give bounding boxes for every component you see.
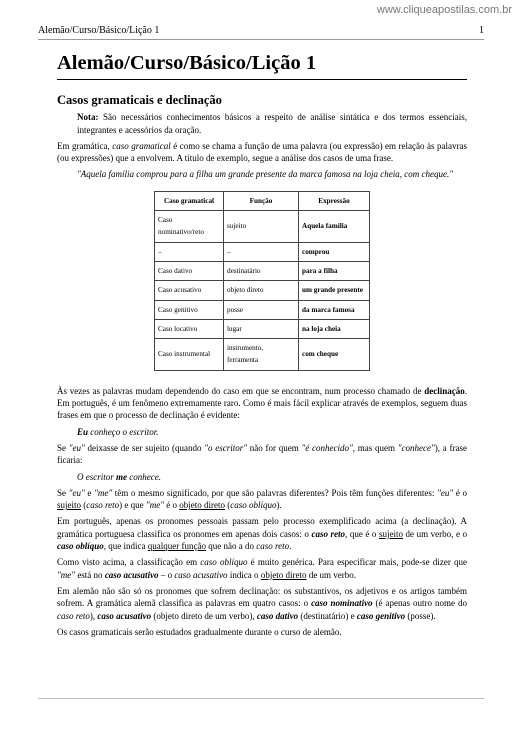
pronoun: Eu [77,426,89,437]
text: , que indica [103,541,148,552]
text: ) e que [119,500,146,511]
table-cell: instrumento, ferramenta [224,339,299,371]
text: . [289,541,292,552]
paragraph-closing: Os casos gramaticais serão estudados gradualmente durante o curso de alemão. [57,626,342,637]
term: caso acusativo [97,610,152,621]
text: que não a do [206,541,257,552]
table-cell: – [155,242,224,261]
table-row [155,261,370,280]
term: caso reto [311,528,346,539]
term: "o escritor" [204,442,248,453]
table-cell: da marca famosa [299,300,370,319]
paragraph-portuguese-cases [57,515,467,552]
column-header: Função [224,191,299,210]
paragraph-accusative [57,556,467,581]
table-cell: sujeito [224,211,299,243]
header-title: Alemão/Curso/Básico/Lição 1 [38,25,160,36]
text: ). [276,500,282,511]
text: O escritor [77,471,116,482]
table-cell: comprou [299,242,370,261]
term: "é conhecido" [301,442,353,453]
site-url: www.cliqueapostilas.com.br [376,4,512,16]
note-paragraph [57,111,467,136]
text: é o [163,500,180,511]
term: "eu" [437,487,454,498]
term: "eu" [68,487,85,498]
link-subject[interactable]: sujeito [379,528,403,539]
column-header: Expressão [299,191,370,210]
text: não for quem [247,442,302,453]
page-number: 1 [479,25,484,36]
text: Em português, apenas os pronomes pessoais passam pelo processo exemplificado acima (a declinação). A gramática portuguesa classifica os pronomes em apenas dois casos: o [57,516,467,539]
example-sentence-1 [57,426,467,438]
table-cell: objeto direto [224,281,299,300]
text: Em gramática, [57,140,113,151]
paragraph-german-cases [57,585,467,622]
note-text: São necessários conhecimentos básicos a respeito de análise sintática e dos termos essenciais, integrantes e acessórios da oração. [77,112,467,135]
table-cell: Aquela família [299,211,370,243]
table-cell: – [224,242,299,261]
term: declinação [424,385,465,396]
table-cell: lugar [224,319,299,338]
pronoun: me [116,471,127,482]
term: caso acusativo [104,569,159,580]
text: (objeto direto de um verbo), [151,610,257,621]
paragraph-declination [57,385,467,422]
text: conheço o escritor. [88,426,159,437]
cases-table-wrapper [57,191,467,371]
table-row [155,242,370,261]
link-direct-object[interactable]: objeto direto [260,569,307,580]
table-cell: na loja cheia [299,319,370,338]
table-row [155,339,370,371]
table-cell: Caso acusativo [155,281,224,300]
link-direct-object[interactable]: objeto direto [179,500,225,511]
text: (destinatário) e [298,610,357,621]
table-cell: um grande presente [299,281,370,300]
text: ), [89,610,98,621]
text: Em alemão não são só os pronomes que sofrem declinação: os substantivos, os adjetivos e os artigos também sofrem. A gramática alemã classifica as palavras em quatro casos: o [57,585,467,609]
text: é como se chama a função de uma palavra (ou expressão) em relação às palavras (ou expressões) que a envolvem. A título de exemplo, segue a análise dos casos de uma frase. [57,140,467,164]
table-cell: Caso genitivo [155,300,224,319]
section-title: Casos gramaticais e declinação [57,93,222,107]
table-cell: destinatário [224,261,299,280]
text: ( [224,500,231,511]
term: caso gramatical [112,140,171,151]
term: "eu" [68,442,85,453]
running-header [38,25,484,40]
article-body [57,90,467,642]
note-label: Nota: [77,112,99,123]
text: de um verbo. [306,569,357,580]
table-cell: Caso dativo [155,261,224,280]
text: Às vezes as palavras mudam dependendo do caso em que se encontram, num processo chamado de [57,385,425,396]
term: "conhece" [397,442,435,453]
text: de um verbo, e o [403,528,468,539]
table-row [155,211,370,243]
column-header: Caso gramatical [155,191,224,210]
paragraph-functions [57,487,467,512]
term: caso nominativo [311,598,373,609]
table-cell: Caso instrumental [155,339,224,371]
term: caso oblíquo [57,541,104,552]
text: , que é o [345,528,379,539]
example-quote [57,168,467,180]
text: Como visto acima, a classificação em [57,557,201,568]
paragraph-definition [57,140,467,165]
text: Se [57,487,69,498]
text: está no [75,569,105,580]
text: indica o [227,569,261,580]
term: caso reto [256,541,290,552]
term: caso reto [86,500,120,511]
paragraph-subject-change [57,442,467,467]
term: caso genitivo [356,610,406,621]
text: é o [453,487,467,498]
link-subject[interactable]: sujeito [57,500,81,511]
text: e [84,487,95,498]
table-header-row [155,191,370,210]
table-cell: Caso nominativo/reto [155,211,224,243]
table-cell: posse [224,300,299,319]
term: "me" [145,500,164,511]
table-row [155,319,370,338]
text: têm o mesmo significado, por que são palavras diferentes? Pois têm funções diferentes: [112,487,438,498]
table-cell: Caso locativo [155,319,224,338]
text: ), a frase ficaria: [57,442,468,466]
example-sentence-2 [57,471,467,483]
text: é muito genérica. Para especificar mais, pode-se dizer que [247,557,468,568]
text: . Em português, é um fenômeno extremamente raro. Como é mais fácil explicar através de exemplos, seguem duas frases em que o processo de declinação é evidente: [57,385,467,421]
text: (é apenas outro nome do [372,598,467,609]
term: caso dativo [256,610,299,621]
term: "me" [94,487,113,498]
text: conhece. [127,471,161,482]
page-title: Alemão/Curso/Básico/Lição 1 [57,52,467,80]
table-row [155,300,370,319]
term: "me" [57,569,76,580]
text: Se [57,442,69,453]
text: ( [81,500,87,511]
table-cell: com cheque [299,339,370,371]
text: deixasse de ser sujeito (quando [84,442,205,453]
text: , mas quem [352,442,398,453]
footer-divider [38,698,484,699]
table-cell: para a filha [299,261,370,280]
text: – o [158,569,175,580]
term: caso acusativo [174,569,228,580]
quote-text: "Aquela família comprou para a filha um grande presente da marca famosa na loja cheia, com cheque." [77,169,454,180]
text: (posse). [405,610,436,621]
term: caso oblíquo [230,500,277,511]
table-row [155,281,370,300]
link-function[interactable]: qualquer função [147,541,206,552]
term: caso oblíquo [200,557,248,568]
cases-table [154,191,370,371]
term: caso reto [57,610,90,621]
